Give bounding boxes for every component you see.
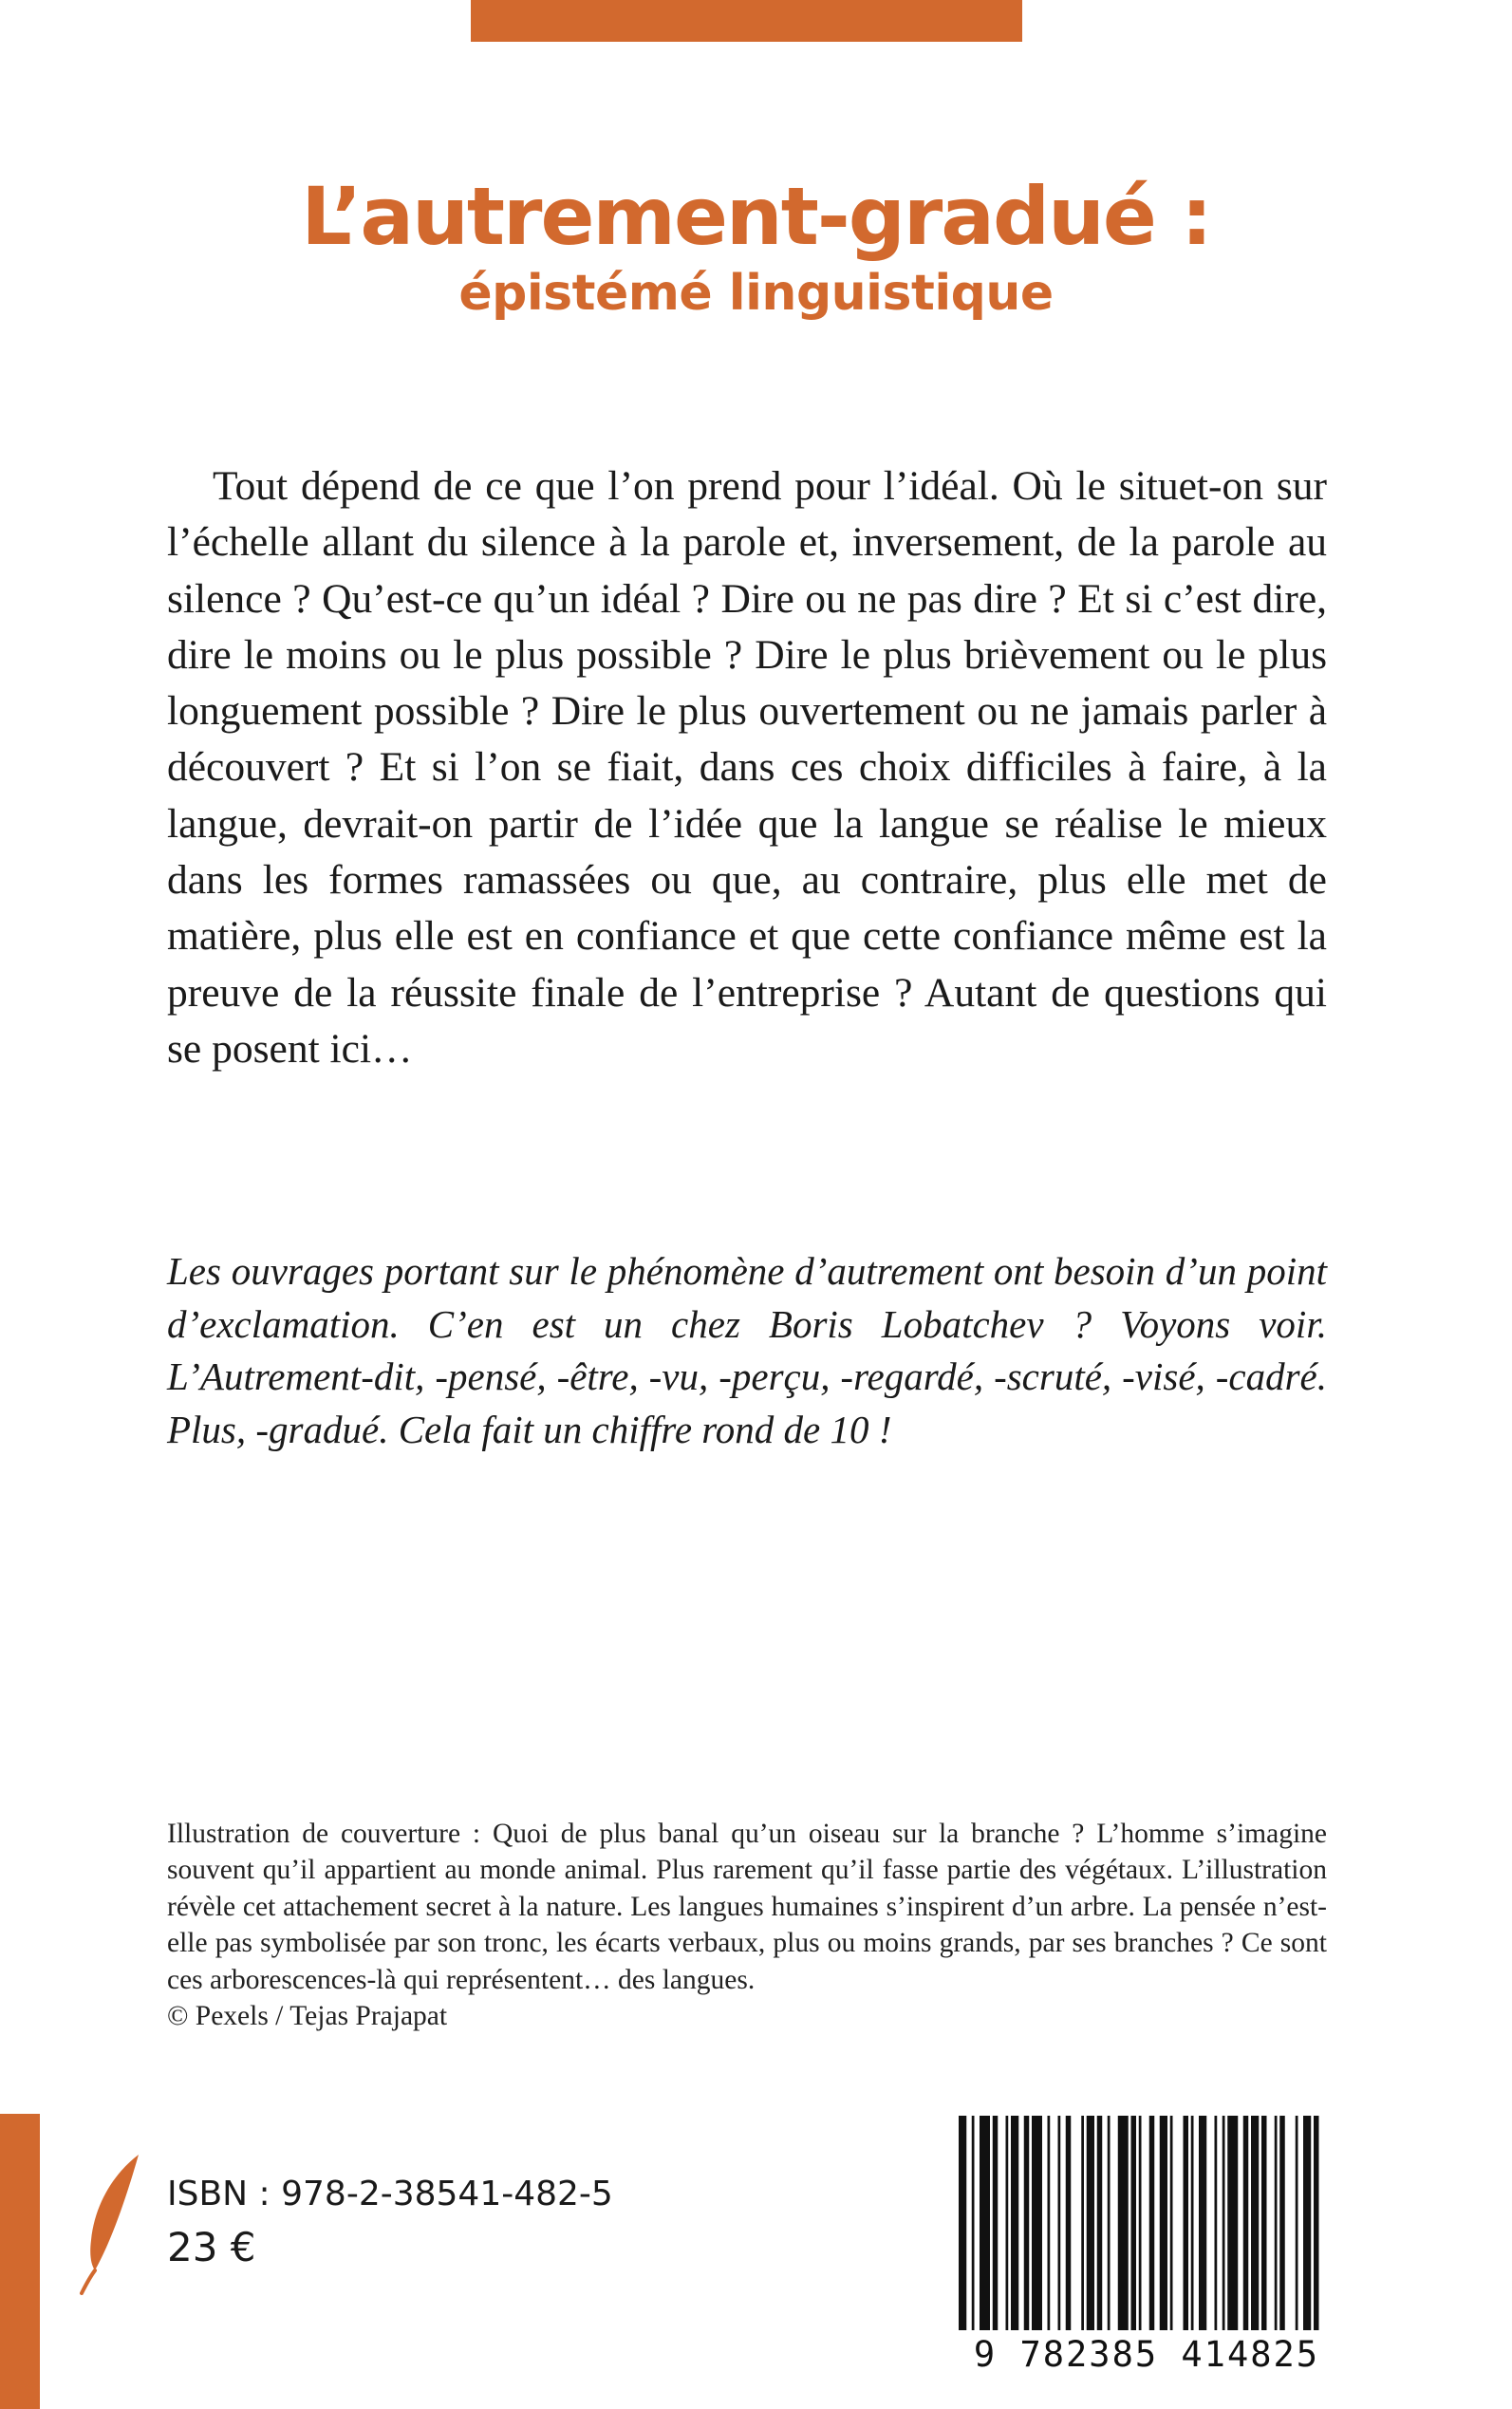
italic-quote: Les ouvrages portant sur le phénomène d’autrement ont besoin d’un point d’exclamation. C’en est un chez Boris Lobatchev ? Voyons voir. L’Autrement-dit, -pensé, -être, -vu, -perçu, -regardé, -scruté, -visé, -cadré. Plus, -gradué. Cela fait un chiffre rond de 10 ! (167, 1249, 1327, 1451)
book-title: L’autrement-gradué : (301, 170, 1211, 263)
illustration-credit: Illustration de couverture : Quoi de plus banal qu’un oiseau sur la branche ? L’homme s’imagine souvent qu’il appartient au monde animal. Plus rarement qu’il fasse partie des végétaux. L’illustration révèle cet attachement secret à la nature. Les langues humaines s’inspirent d’un arbre. La pensée n’est-elle pas symbolisée par son tronc, les écarts verbaux, plus ou moins grands, par ses branches ? Ce sont ces arborescences-là qui représentent… des langues. (167, 1819, 1327, 1995)
isbn-number: ISBN : 978-2-38541-482-5 (167, 2175, 613, 2213)
top-accent-bar (471, 0, 1022, 42)
book-subtitle: épistémé linguistique (458, 265, 1054, 322)
title-block (0, 169, 1512, 323)
barcode (951, 2110, 1342, 2383)
feather-icon (78, 2153, 144, 2295)
side-accent-bar (0, 2114, 40, 2409)
copyright-line: © Pexels / Tejas Prajapat (167, 2001, 448, 2032)
barcode-digits: 9 782385 414825 (973, 2334, 1320, 2375)
cover-credits (167, 1816, 1327, 2034)
back-cover-blurb: Tout dépend de ce que l’on prend pour l’idéal. Où le situet-on sur l’échelle allant du silence à la parole et, inversement, de la parole au silence ? Qu’est-ce qu’un idéal ? Dire ou ne pas dire ? Et si c’est dire, dire le moins ou le plus possible ? Dire le plus brièvement ou le plus longuement possible ? Dire le plus ouvertement ou ne jamais parler à découvert ? Et si l’on se fiait, dans ces choix difficiles à faire, à la langue, devrait-on partir de l’idée que la langue se réalise le mieux dans les formes ramassées ou que, au contraire, plus elle met de matière, plus elle est en confiance et que cette confiance même est la preuve de la réussite finale de l’entreprise ? Autant de questions qui se posent ici… (167, 463, 1327, 1072)
price-label: 23 € (167, 2224, 256, 2270)
